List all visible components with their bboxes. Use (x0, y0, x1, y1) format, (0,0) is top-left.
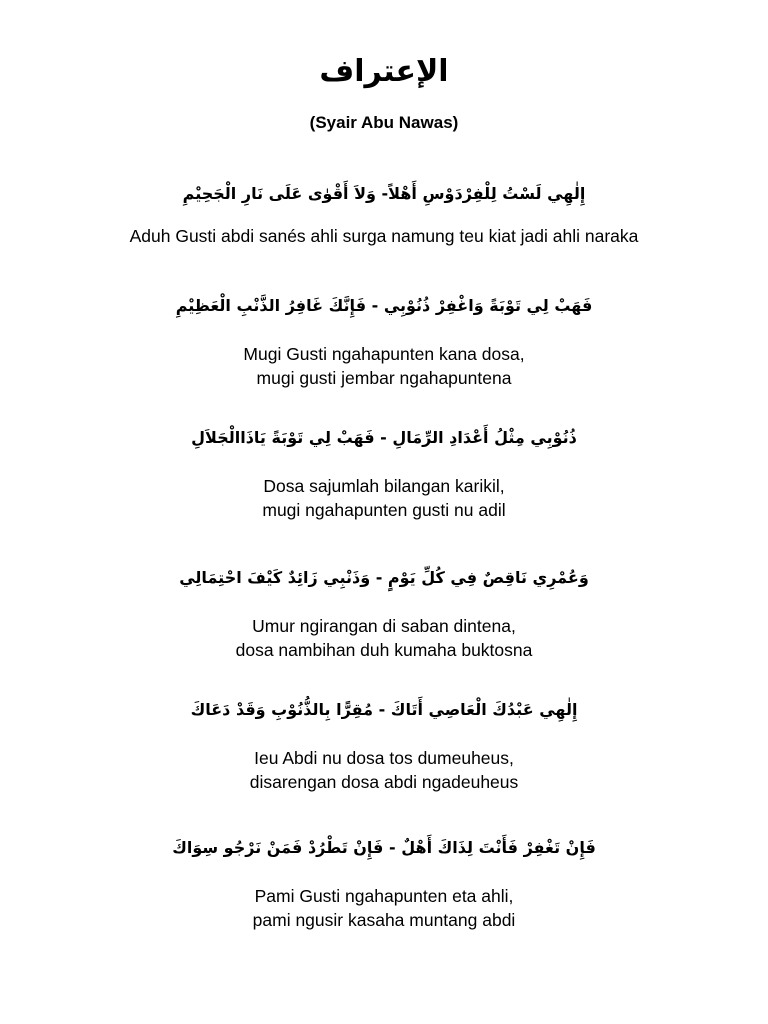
verse-arabic: فَإِنْ تَغْفِرْ فَأَنْتَ لِذَاكَ أَهْلٌ - فَإِنْ تَطْرُدْ فَمَنْ نَرْجُو سِوَاكَ (172, 838, 596, 857)
verse-translation-line: mugi ngahapunten gusti nu adil (262, 500, 506, 520)
verse-4 (0, 552, 768, 662)
poem-subtitle: (Syair Abu Nawas) (309, 113, 459, 132)
verse-translation-line: Aduh Gusti abdi sanés ahli surga namung teu kiat jadi ahli naraka (129, 226, 639, 246)
verse-arabic: إِلٰهِي لَسْتُ لِلْفِرْدَوْسِ أَهْلاً- وَلاَ أَقْوٰى عَلَى نَارِ الْجَحِيْمِ (182, 184, 586, 203)
verse-translation-line: Ieu Abdi nu dosa tos dumeuheus, (254, 748, 514, 768)
poem-title: الإعتراف (319, 54, 449, 89)
verse-translation-line: Umur ngirangan di saban dintena, (252, 616, 516, 636)
verse-translation-line: pami ngusir kasaha muntang abdi (252, 910, 516, 930)
verse-arabic: فَهَبْ لِي تَوْبَةً وَاغْفِرْ ذُنُوْبِي - فَإِنَّكَ غَافِرُ الذَّنْبِ الْعَظِيْمِ (175, 296, 593, 315)
verse-translation-line: Dosa sajumlah bilangan karikil, (263, 476, 505, 496)
verse-arabic: ذُنُوْبِي مِثْلُ أَعْدَادِ الرِّمَالِ - فَهَبْ لِي تَوْبَةً يَاذَاالْجَلاَلِ (191, 428, 577, 447)
verse-translation-line: Pami Gusti ngahapunten eta ahli, (254, 886, 514, 906)
verse-translation-line: disarengan dosa abdi ngadeuheus (249, 772, 519, 792)
verse-arabic: وَعُمْرِي نَاقِصٌ فِي كُلِّ يَوْمٍ - وَذَنْبِي زَائِدٌ كَيْفَ احْتِمَالِي (179, 568, 589, 587)
verse-6 (0, 822, 768, 932)
verse-2 (0, 280, 768, 390)
verse-translation-line: Mugi Gusti ngahapunten kana dosa, (243, 344, 525, 364)
verse-3 (0, 412, 768, 522)
verse-translation-line: dosa nambihan duh kumaha buktosna (235, 640, 533, 660)
verse-5 (0, 684, 768, 794)
verse-translation-line: mugi gusti jembar ngahapuntena (256, 368, 512, 388)
verse-1 (0, 168, 768, 248)
verse-arabic: إِلٰهِي عَبْدُكَ الْعَاصِي أَتَاكَ - مُقِرًّا بِالذُّنُوْبِ وَقَدْ دَعَاكَ (190, 700, 578, 719)
